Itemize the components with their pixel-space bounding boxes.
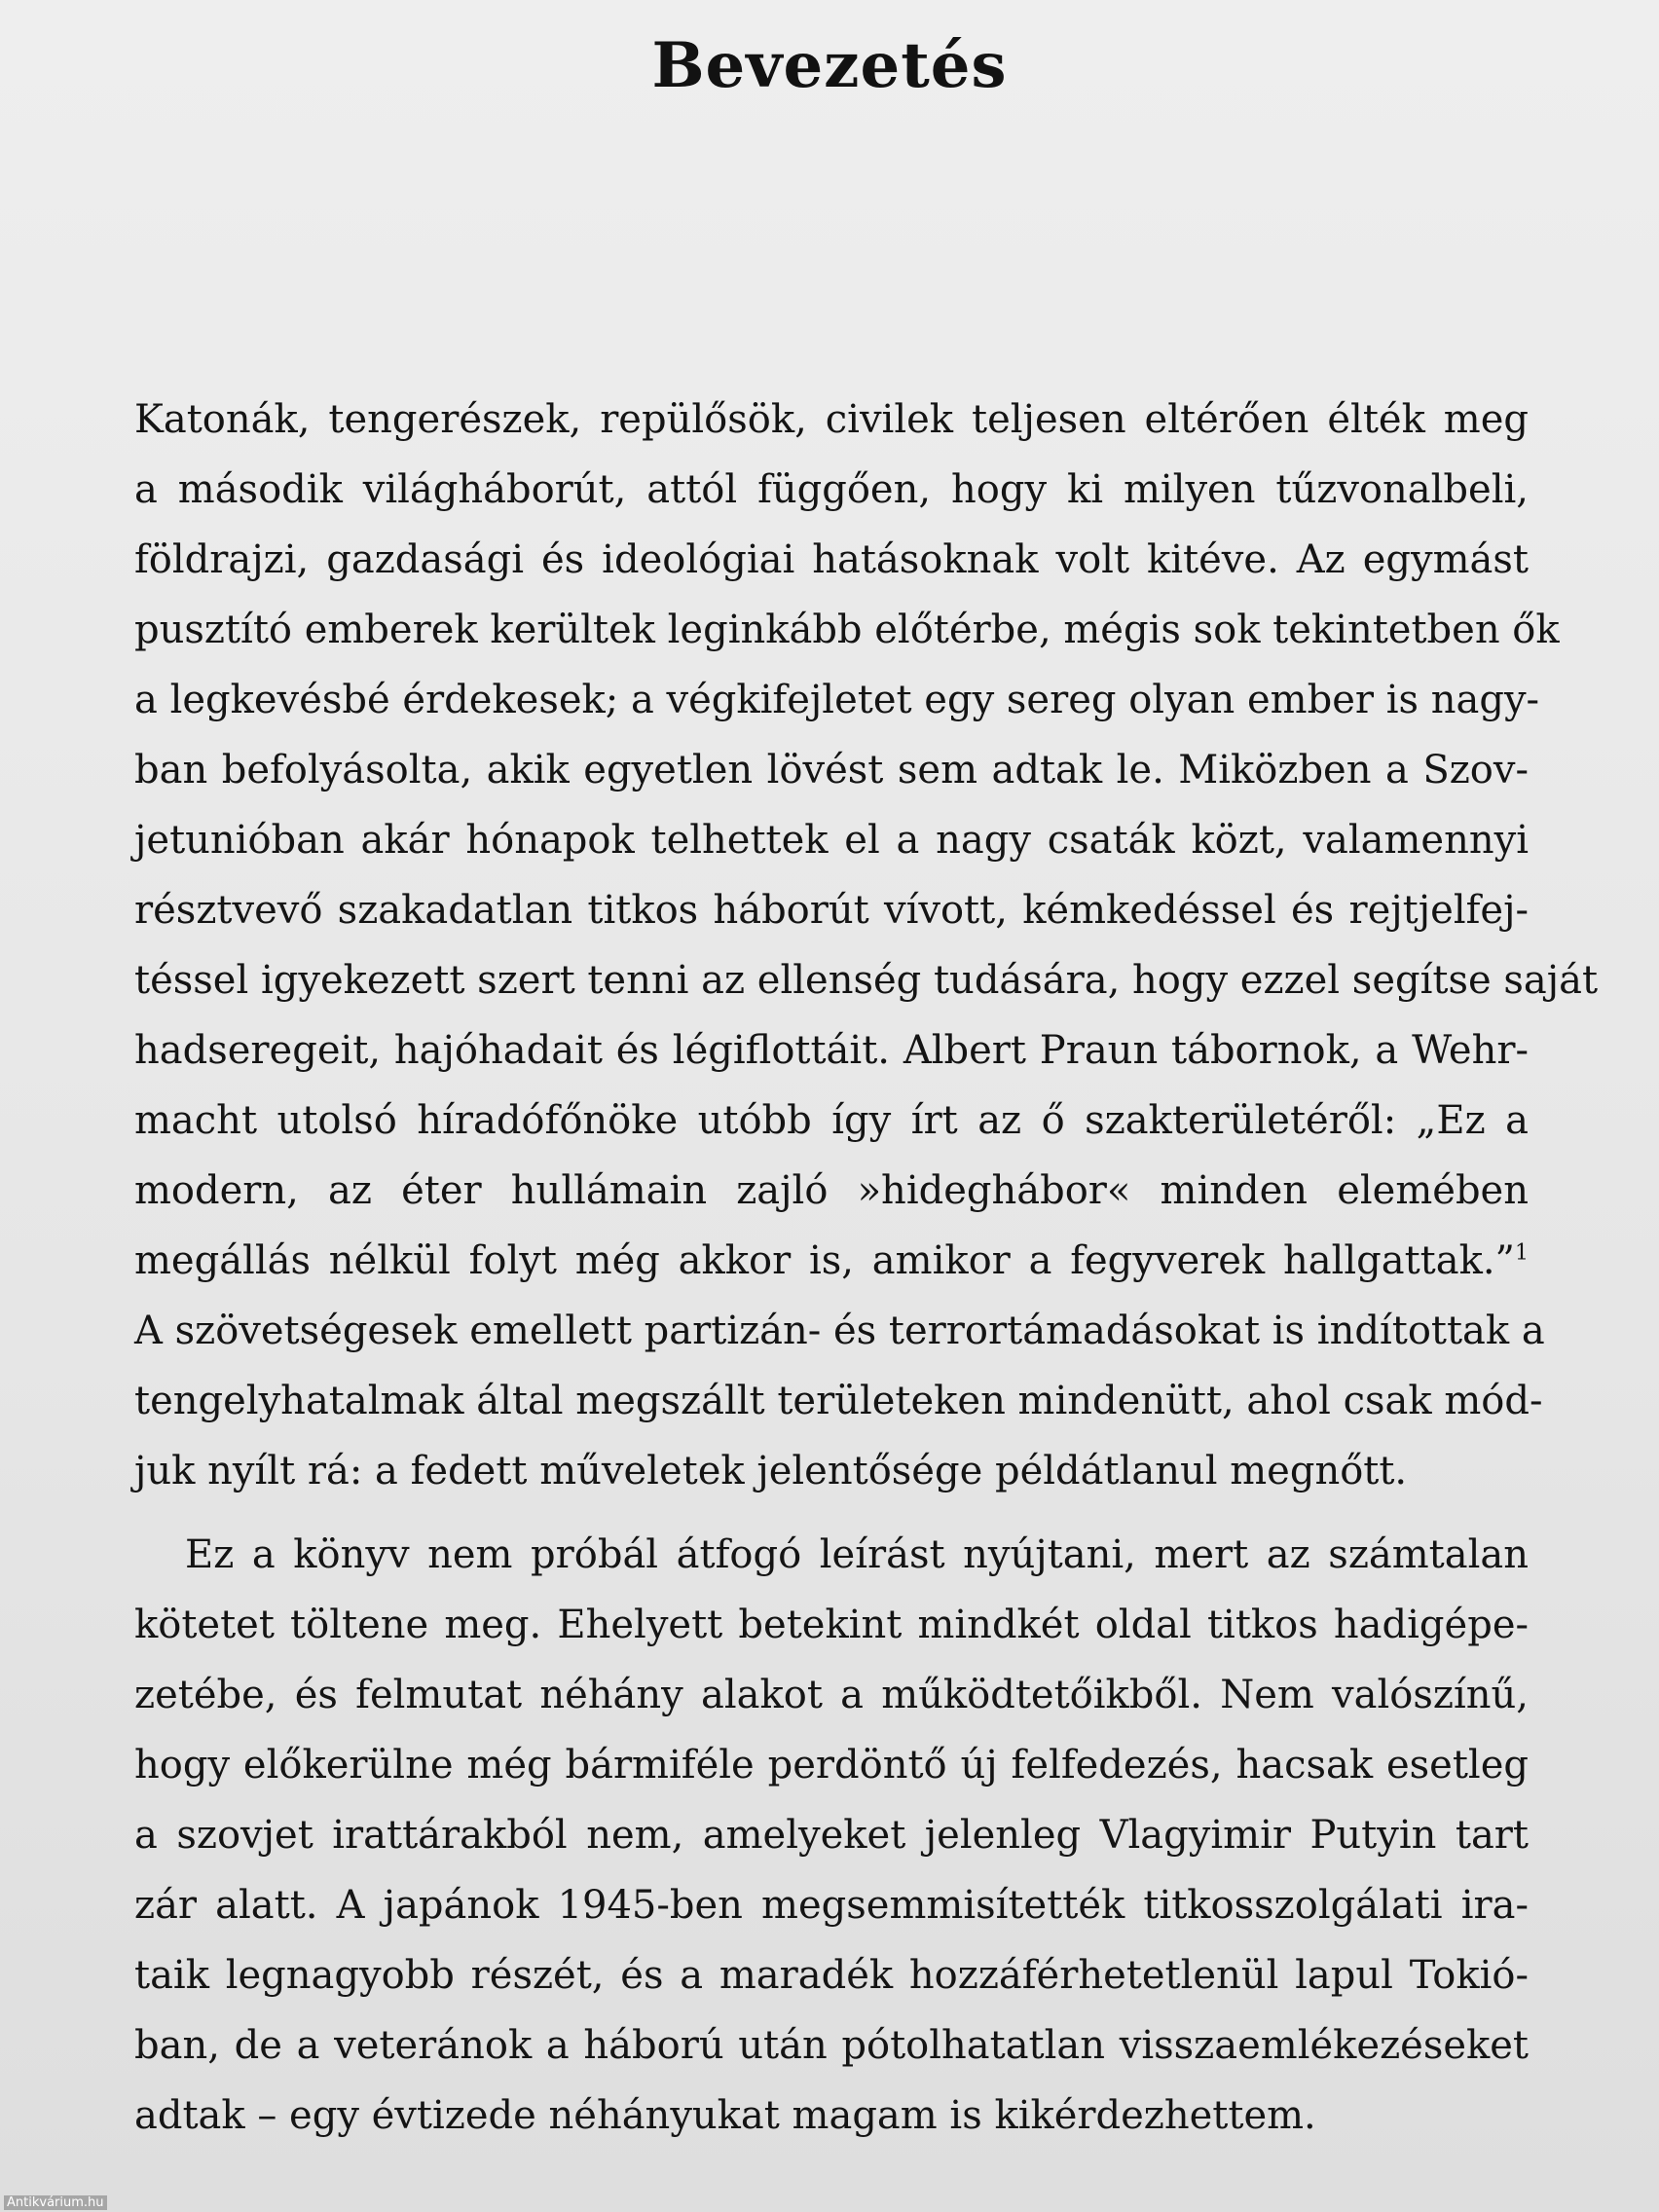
text-line: ban, de a veteránok a háború után pótolhatatlan visszaemlékezéseket xyxy=(134,2023,1529,2068)
text-line: ban befolyásolta, akik egyetlen lövést sem adtak le. Miközben a Szov- xyxy=(134,748,1529,793)
text-line: hadseregeit, hajóhadait és légiflottáit. Albert Praun tábornok, a Wehr- xyxy=(134,1028,1529,1073)
text-line: földrajzi, gazdasági és ideológiai hatásoknak volt kitéve. Az egymást xyxy=(134,537,1529,582)
text-line-content: megállás nélkül folyt még akkor is, amikor a fegyverek hallgattak.” xyxy=(134,1238,1515,1283)
footnote-marker: 1 xyxy=(1515,1240,1529,1266)
text-line: macht utolsó híradófőnöke utóbb így írt az ő szakterületéről: „Ez a xyxy=(134,1098,1529,1143)
text-line: a legkevésbé érdekesek; a végkifejletet egy sereg olyan ember is nagy- xyxy=(134,678,1540,722)
text-line: téssel igyekezett szert tenni az ellenség tudására, hogy ezzel segítse saját xyxy=(134,958,1599,1003)
text-line: A szövetségesek emellett partizán- és terrortámadásokat is indítottak a xyxy=(134,1309,1545,1353)
text-line: zár alatt. A japánok 1945-ben megsemmisítették titkosszolgálati ira- xyxy=(134,1883,1529,1928)
text-line-with-footnote xyxy=(134,1226,1529,1296)
text-line: jetunióban akár hónapok telhettek el a nagy csaták közt, valamennyi xyxy=(134,818,1529,863)
text-line: hogy előkerülne még bármiféle perdöntő új felfedezés, hacsak esetleg xyxy=(134,1743,1529,1788)
text-line: a második világháborút, attól függően, hogy ki milyen tűzvonalbeli, xyxy=(134,467,1529,512)
text-line: Ez a könyv nem próbál átfogó leírást nyújtani, mert az számtalan xyxy=(185,1532,1529,1577)
text-line: zetébe, és felmutat néhány alakot a működtetőikből. Nem valószínű, xyxy=(134,1673,1529,1717)
text-line: adtak – egy évtizede néhányukat magam is kikérdezhettem. xyxy=(134,2093,1316,2138)
site-watermark: Antikvárium.hu xyxy=(4,2195,107,2210)
chapter-title: Bevezetés xyxy=(651,29,1008,102)
paragraph-1 xyxy=(134,385,1599,1506)
text-line: a szovjet irattárakból nem, amelyeket jelenleg Vlagyimir Putyin tart xyxy=(134,1813,1529,1858)
paragraph-2 xyxy=(134,1520,1529,2151)
text-line: pusztító emberek kerültek leginkább előtérbe, mégis sok tekintetben ők xyxy=(134,608,1560,652)
paragraph-gap xyxy=(134,1506,1529,1520)
text-line: juk nyílt rá: a fedett műveletek jelentősége példátlanul megnőtt. xyxy=(134,1449,1408,1493)
text-line: modern, az éter hullámain zajló »hideghábor« minden elemében xyxy=(134,1168,1529,1213)
text-line: Katonák, tengerészek, repülősök, civilek teljesen eltérően élték meg xyxy=(134,397,1529,442)
text-line: tengelyhatalmak által megszállt területeken mindenütt, ahol csak mód- xyxy=(134,1379,1543,1423)
text-line: taik legnagyobb részét, és a maradék hozzáférhetetlenül lapul Tokió- xyxy=(134,1953,1529,1998)
body-text xyxy=(134,385,1599,2151)
text-line: résztvevő szakadatlan titkos háborút vívott, kémkedéssel és rejtjelfej- xyxy=(134,888,1529,933)
text-line: kötetet töltene meg. Ehelyett betekint mindkét oldal titkos hadigépe- xyxy=(134,1603,1529,1647)
